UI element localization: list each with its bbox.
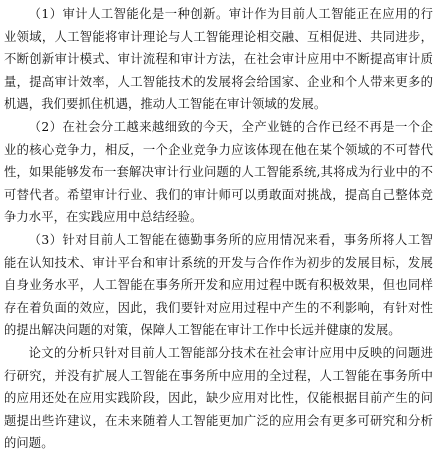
paragraph-2: （2）在社会分工越来越细致的今天，全产业链的合作已经不再是一个企业的核心竞争力，相反，一个企业竞争力应该体现在他在某个领域的不可替代性，如果能够发布一套解决审计行业问题的人工智能系统,其将成为行业中的不可替代者。希望审计行业、我们的审计师可以勇敢面对挑战，提高自己整体竞争力水平，在实践应用中总结经验。 (4, 119, 433, 225)
paragraph-4: 论文的分析只针对目前人工智能部分技术在社会审计应用中反映的问题进行研究，并没有扩展人工智能在事务所中应用的全过程，人工智能在事务所中的应用还处在应用实践阶段，因此，缺少应用对比性，仅能根据目前产生的问题提出些许建议，在未来随着人工智能更加广泛的应用会有更多可研究和分析的问题。 (4, 345, 433, 451)
paragraph-1: （1）审计人工智能化是一种创新。审计作为目前人工智能正在应用的行业领域，人工智能将审计理论与人工智能理论相交融、互相促进、共同进步，不断创新审计模式、审计流程和审计方法，在社会审计应用中不断提高审计质量，提高审计效率，人工智能技术的发展将会给国家、企业和个人带来更多的机遇，我们要抓住机遇，推动人工智能在审计领域的发展。 (4, 7, 433, 112)
paragraph-3: （3）针对目前人工智能在德勤事务所的应用情况来看，事务所将人工智能在认知技术、审计平台和审计系统的开发与合作作为初步的发展目标，发展自身业务水平，人工智能在事务所开发和应用过程中既有积极效果，但也同样存在着负面的效应，因此，我们要针对应用过程中产生的不利影响，有针对性的提出解决问题的对策，保障人工智能在审计工作中长远并健康的发展。 (4, 232, 433, 338)
